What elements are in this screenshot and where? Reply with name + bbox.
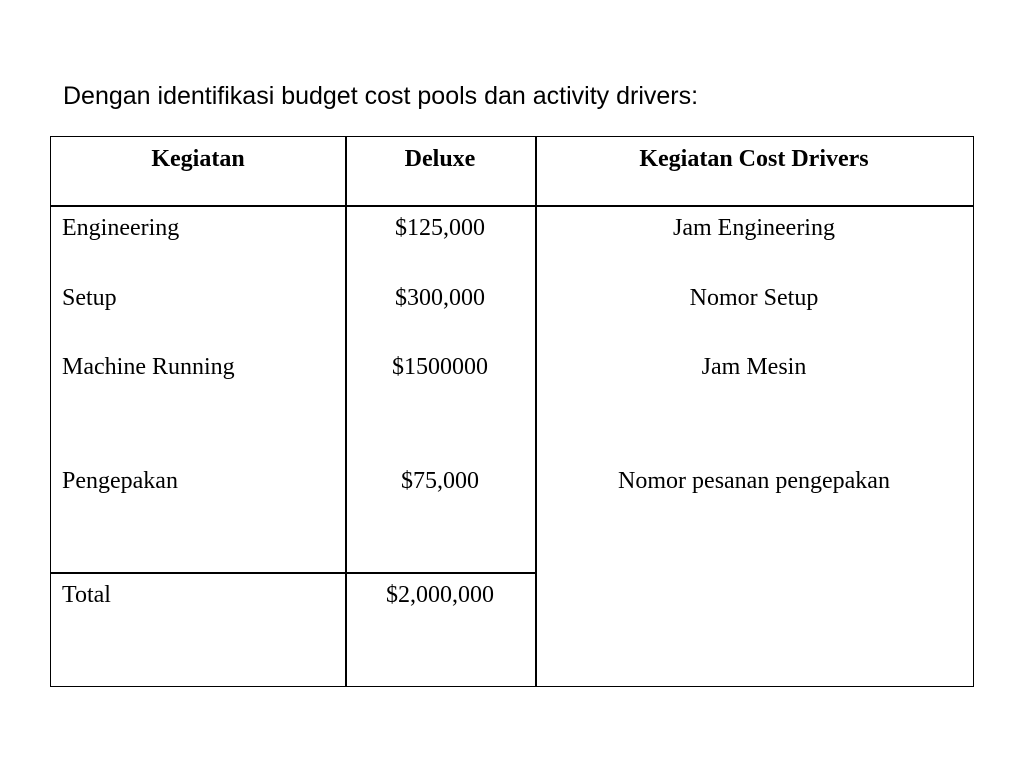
total-label: Total bbox=[62, 582, 111, 608]
row-driver-machine-running: Jam Mesin bbox=[701, 354, 807, 380]
row-kegiatan-setup: Setup bbox=[62, 285, 117, 311]
row-deluxe-pengepakan: $75,000 bbox=[401, 468, 479, 494]
table-border bbox=[50, 136, 974, 687]
row-deluxe-machine-running: $1500000 bbox=[392, 354, 488, 380]
row-kegiatan-pengepakan: Pengepakan bbox=[62, 468, 178, 494]
row-deluxe-setup: $300,000 bbox=[395, 285, 485, 311]
header-deluxe: Deluxe bbox=[404, 146, 476, 172]
header-kegiatan: Kegiatan bbox=[151, 146, 245, 172]
row-kegiatan-machine-running: Machine Running bbox=[62, 354, 235, 380]
row-driver-engineering: Jam Engineering bbox=[673, 215, 835, 241]
slide-heading: Dengan identifikasi budget cost pools dan activity drivers: bbox=[63, 82, 699, 110]
row-deluxe-engineering: $125,000 bbox=[395, 215, 485, 241]
column-divider-1 bbox=[345, 136, 347, 687]
header-cost-drivers: Kegiatan Cost Drivers bbox=[639, 146, 869, 172]
header-divider bbox=[50, 205, 974, 207]
row-driver-pengepakan: Nomor pesanan pengepakan bbox=[618, 468, 890, 494]
total-divider bbox=[50, 572, 536, 574]
row-driver-setup: Nomor Setup bbox=[689, 285, 819, 311]
total-value: $2,000,000 bbox=[386, 582, 494, 608]
row-kegiatan-engineering: Engineering bbox=[62, 215, 180, 241]
column-divider-2 bbox=[535, 136, 537, 687]
